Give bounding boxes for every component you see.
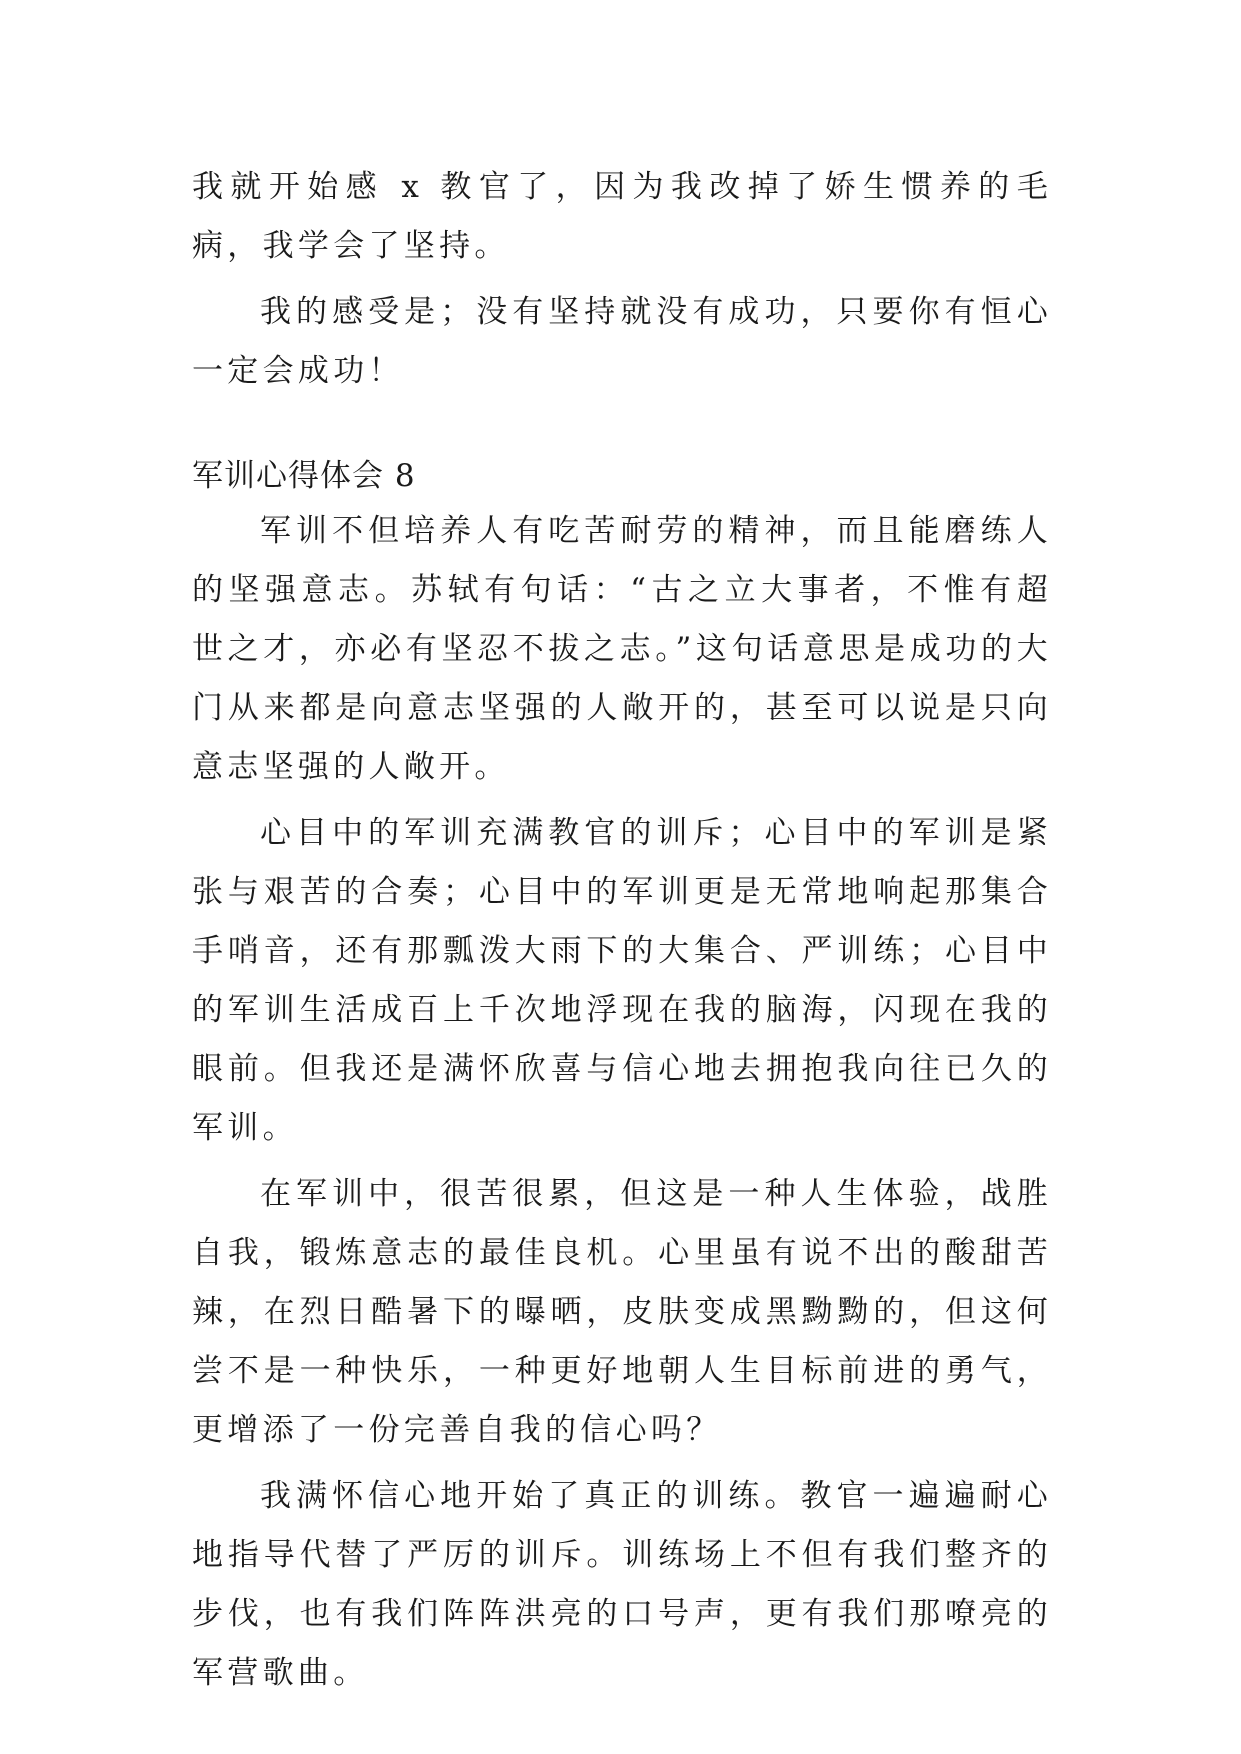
intro-text: [192, 158, 1052, 401]
paragraph: 我就开始感 x 教官了，因为我改掉了娇生惯养的毛病，我学会了坚持。: [192, 169, 1052, 264]
paragraph: 我满怀信心地开始了真正的训练。教官一遍遍耐心地指导代替了严厉的训斥。训练场上不但有我们整齐的步伐，也有我们阵阵洪亮的口号声，更有我们那嘹亮的军营歌曲。: [192, 1478, 1052, 1691]
paragraph: 心目中的军训充满教官的训斥；心目中的军训是紧张与艰苦的合奏；心目中的军训更是无常地响起那集合手哨音，还有那瓢泼大雨下的大集合、严训练；心目中的军训生活成百上千次地浮现在我的脑海，闪现在我的眼前。但我还是满怀欣喜与信心地去拥抱我向往已久的军训。: [192, 815, 1052, 1146]
paragraph: 我的感受是；没有坚持就没有成功，只要你有恒心一定会成功！: [192, 294, 1052, 389]
section-heading-block: [192, 454, 1052, 498]
paragraph: 军训不但培养人有吃苦耐劳的精神，而且能磨练人的坚强意志。苏轼有句话：“古之立大事者，不惟有超世之才，亦必有坚忍不拔之志。”这句话意思是成功的大门从来都是向意志坚强的人敞开的，甚至可以说是只向意志坚强的人敞开。: [192, 513, 1052, 785]
section-body: [192, 502, 1052, 1703]
paragraph: 在军训中，很苦很累，但这是一种人生体验，战胜自我，锻炼意志的最佳良机。心里虽有说不出的酸甜苦辣，在烈日酷暑下的曝晒，皮肤变成黑黝黝的，但这何尝不是一种快乐，一种更好地朝人生目标前进的勇气，更增添了一份完善自我的信心吗？: [192, 1176, 1052, 1448]
section-title: 军训心得体会 8: [192, 458, 416, 494]
